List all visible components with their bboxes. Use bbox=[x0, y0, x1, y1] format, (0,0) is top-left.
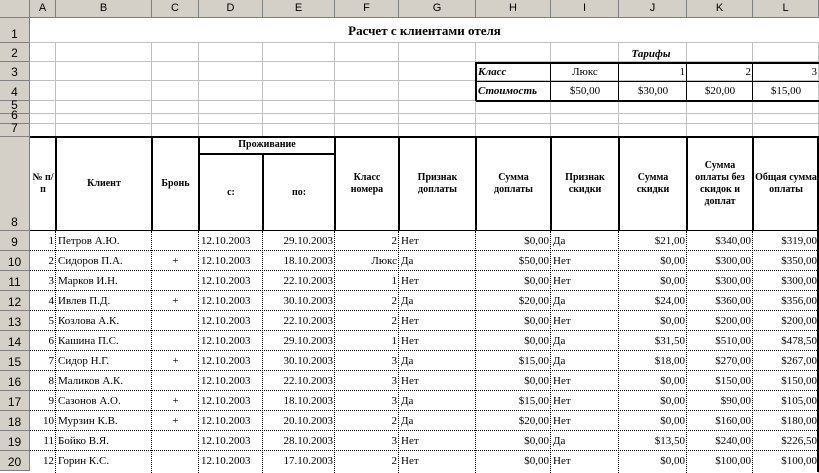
cell-ss[interactable]: $0,00 bbox=[524, 335, 549, 347]
cell-total[interactable]: $150,00 bbox=[781, 375, 817, 387]
row-header-11[interactable] bbox=[0, 271, 30, 291]
cell-from[interactable]: 12.10.2003 bbox=[201, 415, 251, 427]
row-number: 1 bbox=[11, 27, 18, 41]
cell-total[interactable]: $100,00 bbox=[781, 455, 817, 467]
cell-total[interactable]: $478,50 bbox=[781, 335, 817, 347]
cell-name[interactable]: Марков И.Н. bbox=[58, 275, 118, 287]
cell-ds[interactable]: $0,00 bbox=[660, 455, 685, 467]
cell-ds[interactable]: $0,00 bbox=[660, 415, 685, 427]
cell-to[interactable]: 30.10.2003 bbox=[283, 295, 333, 307]
cell-ss[interactable]: $20,00 bbox=[518, 295, 549, 307]
cell-cls[interactable]: 2 bbox=[391, 315, 397, 327]
row-header-2[interactable] bbox=[0, 43, 30, 62]
column-header-k[interactable]: K bbox=[687, 0, 753, 18]
cell-name[interactable]: Сазонов А.О. bbox=[58, 395, 121, 407]
cell-from[interactable]: 12.10.2003 bbox=[201, 315, 251, 327]
cell-to[interactable]: 18.10.2003 bbox=[283, 395, 333, 407]
cell-ss[interactable]: $0,00 bbox=[524, 275, 549, 287]
cell-sf[interactable]: Нет bbox=[401, 235, 419, 247]
row-header-19[interactable] bbox=[0, 431, 30, 451]
header-discount-sum[interactable]: Сумма скидки bbox=[636, 172, 670, 195]
cell-sf[interactable]: Да bbox=[401, 395, 414, 407]
cell-sf[interactable]: Нет bbox=[401, 435, 419, 447]
row-number: 11 bbox=[8, 275, 21, 289]
tariff-class-3[interactable]: 3 bbox=[811, 66, 817, 78]
cell-n[interactable]: 3 bbox=[48, 275, 54, 287]
cell-name[interactable]: Сидор Н.Г. bbox=[58, 355, 110, 367]
cell-sf[interactable]: Да bbox=[401, 255, 414, 267]
cell-df[interactable]: Да bbox=[553, 355, 566, 367]
cell-from[interactable]: 12.10.2003 bbox=[201, 335, 251, 347]
cell-name[interactable]: Козлова А.К. bbox=[58, 315, 120, 327]
column-header-e[interactable]: E bbox=[263, 0, 335, 18]
row-number: 4 bbox=[11, 85, 18, 99]
cell-from[interactable]: 12.10.2003 bbox=[201, 375, 251, 387]
cell-ss[interactable]: $50,00 bbox=[518, 255, 549, 267]
cell-n[interactable]: 2 bbox=[48, 255, 54, 267]
tariff-class-0[interactable]: Люкс bbox=[572, 66, 598, 78]
row-number: 5 bbox=[11, 98, 18, 112]
column-header-h[interactable]: H bbox=[476, 0, 551, 18]
cell-to[interactable]: 17.10.2003 bbox=[283, 455, 333, 467]
cell-n[interactable]: 11 bbox=[43, 435, 54, 447]
cell-sf[interactable]: Да bbox=[401, 355, 414, 367]
cell-book[interactable]: + bbox=[172, 355, 179, 367]
cell-from[interactable]: 12.10.2003 bbox=[201, 395, 251, 407]
header-from[interactable]: с: bbox=[227, 187, 235, 198]
cell-from[interactable]: 12.10.2003 bbox=[201, 275, 251, 287]
tariffs-title[interactable]: Тарифы bbox=[631, 48, 671, 60]
row-header-20[interactable] bbox=[0, 451, 30, 471]
cell-total[interactable]: $267,00 bbox=[781, 355, 817, 367]
row-number: 7 bbox=[11, 121, 18, 135]
cell-to[interactable]: 20.10.2003 bbox=[283, 415, 333, 427]
cell-n[interactable]: 9 bbox=[48, 395, 54, 407]
cell-book[interactable] bbox=[152, 331, 199, 351]
cell-ds[interactable]: $0,00 bbox=[660, 395, 685, 407]
cell-base[interactable]: $200,00 bbox=[715, 315, 751, 327]
cell-ds[interactable]: $0,00 bbox=[660, 375, 685, 387]
class-label[interactable]: Класс bbox=[478, 66, 507, 78]
cell-df[interactable]: Нет bbox=[553, 455, 571, 467]
cell-total[interactable]: $356,00 bbox=[781, 295, 817, 307]
column-header-i[interactable]: I bbox=[551, 0, 619, 18]
cell-base[interactable]: $100,00 bbox=[715, 455, 751, 467]
cell-n[interactable]: 4 bbox=[48, 295, 54, 307]
cell-base[interactable]: $90,00 bbox=[720, 395, 751, 407]
header-booking[interactable]: Бронь bbox=[161, 178, 190, 189]
cell-book[interactable]: + bbox=[172, 395, 179, 407]
row-number: 15 bbox=[7, 355, 22, 369]
row-number: 17 bbox=[7, 395, 22, 409]
cell-to[interactable]: 29.10.2003 bbox=[283, 335, 333, 347]
row-number: 8 bbox=[11, 215, 18, 229]
row-header-8[interactable] bbox=[0, 137, 30, 231]
header-client[interactable]: Клиент bbox=[87, 178, 121, 189]
row-header-16[interactable] bbox=[0, 371, 30, 391]
cell-book[interactable] bbox=[152, 431, 199, 451]
tariff-cost-2[interactable]: $20,00 bbox=[704, 85, 736, 97]
cell-df[interactable]: Нет bbox=[553, 315, 571, 327]
cost-label[interactable]: Стоимость bbox=[478, 85, 538, 97]
tariff-cost-0[interactable]: $50,00 bbox=[569, 85, 601, 97]
cell-base[interactable]: $270,00 bbox=[715, 355, 751, 367]
cell-df[interactable]: Да bbox=[553, 295, 566, 307]
row-number: 12 bbox=[7, 295, 22, 309]
row-header-10[interactable] bbox=[0, 251, 30, 271]
row-header-13[interactable] bbox=[0, 311, 30, 331]
cell-book[interactable]: + bbox=[172, 295, 179, 307]
cell-book[interactable] bbox=[152, 231, 199, 251]
cell-total[interactable]: $319,00 bbox=[781, 235, 817, 247]
row-number: 20 bbox=[7, 455, 22, 469]
cell-n[interactable]: 12 bbox=[43, 455, 54, 467]
column-header-d[interactable]: D bbox=[199, 0, 263, 18]
cell-from[interactable]: 12.10.2003 bbox=[201, 455, 251, 467]
cell-ds[interactable]: $31,50 bbox=[654, 335, 685, 347]
cell-book[interactable] bbox=[152, 271, 199, 291]
cell-sf[interactable]: Нет bbox=[401, 375, 419, 387]
cell-cls[interactable]: 2 bbox=[391, 235, 397, 247]
cell-total[interactable]: $350,00 bbox=[781, 255, 817, 267]
header-base-sum[interactable]: Сумма оплаты без скидок и доплат bbox=[695, 160, 745, 207]
cell-from[interactable]: 12.10.2003 bbox=[201, 235, 251, 247]
cell-base[interactable]: $360,00 bbox=[715, 295, 751, 307]
cell-base[interactable]: $240,00 bbox=[715, 435, 751, 447]
cell-from[interactable]: 12.10.2003 bbox=[201, 255, 251, 267]
row-header-3[interactable] bbox=[0, 62, 30, 81]
cell-n[interactable]: 5 bbox=[48, 315, 54, 327]
cell-df[interactable]: Нет bbox=[553, 275, 571, 287]
cell-df[interactable]: Да bbox=[553, 235, 566, 247]
row-header-1[interactable] bbox=[0, 18, 30, 43]
cell-total[interactable]: $200,00 bbox=[781, 315, 817, 327]
cell-df[interactable]: Нет bbox=[553, 415, 571, 427]
cell-n[interactable]: 1 bbox=[48, 235, 54, 247]
row-number: 19 bbox=[7, 435, 22, 449]
column-header-a[interactable]: A bbox=[30, 0, 56, 18]
cell-cls[interactable]: 1 bbox=[391, 275, 397, 287]
header-total[interactable]: Общая сумма оплаты bbox=[755, 172, 817, 195]
cell-name[interactable]: Сидоров П.А. bbox=[58, 255, 123, 267]
cell-ss[interactable]: $0,00 bbox=[524, 455, 549, 467]
cell-sf[interactable]: Нет bbox=[401, 275, 419, 287]
column-header-b[interactable]: B bbox=[56, 0, 152, 18]
cell-df[interactable]: Нет bbox=[553, 375, 571, 387]
row-number: 10 bbox=[7, 255, 22, 269]
cell-sf[interactable]: Нет bbox=[401, 315, 419, 327]
cell-base[interactable]: $300,00 bbox=[715, 275, 751, 287]
tariff-class-1[interactable]: 1 bbox=[679, 66, 685, 78]
cell-base[interactable]: $340,00 bbox=[715, 235, 751, 247]
cell-to[interactable]: 22.10.2003 bbox=[283, 315, 333, 327]
cell-book[interactable] bbox=[152, 311, 199, 331]
cell-ds[interactable]: $13,50 bbox=[654, 435, 685, 447]
header-surcharge-sum[interactable]: Сумма доплаты bbox=[494, 172, 533, 195]
cell-sf[interactable]: Да bbox=[401, 295, 414, 307]
cell-name[interactable]: Ивлев П.Д. bbox=[58, 295, 111, 307]
cell-book[interactable] bbox=[152, 371, 199, 391]
cell-book[interactable]: + bbox=[172, 255, 179, 267]
cell-cls[interactable]: 3 bbox=[391, 395, 397, 407]
cell-df[interactable]: Нет bbox=[553, 255, 571, 267]
cell-cls[interactable]: 2 bbox=[391, 455, 397, 467]
cell-to[interactable]: 22.10.2003 bbox=[283, 375, 333, 387]
row-header-17[interactable] bbox=[0, 391, 30, 411]
cell-ss[interactable]: $0,00 bbox=[524, 315, 549, 327]
cell-total[interactable]: $300,00 bbox=[781, 275, 817, 287]
cell-from[interactable]: 12.10.2003 bbox=[201, 295, 251, 307]
row-number: 6 bbox=[11, 108, 18, 122]
cell-name[interactable]: Мурзин К.В. bbox=[58, 415, 118, 427]
row-number: 3 bbox=[11, 65, 18, 79]
select-all-corner[interactable] bbox=[0, 0, 30, 18]
cell-total[interactable]: $105,00 bbox=[781, 395, 817, 407]
column-header-l[interactable]: L bbox=[753, 0, 819, 18]
row-header-7[interactable] bbox=[0, 121, 30, 137]
cell-sf[interactable]: Нет bbox=[401, 455, 419, 467]
row-number: 16 bbox=[7, 375, 22, 389]
column-header-j[interactable]: J bbox=[619, 0, 687, 18]
row-header-18[interactable] bbox=[0, 411, 30, 431]
cell-to[interactable]: 30.10.2003 bbox=[283, 355, 333, 367]
row-number: 18 bbox=[7, 415, 22, 429]
cell-book[interactable]: + bbox=[172, 415, 179, 427]
header-to[interactable]: по: bbox=[291, 187, 307, 198]
cell-to[interactable]: 22.10.2003 bbox=[283, 275, 333, 287]
column-header-g[interactable]: G bbox=[399, 0, 476, 18]
cell-cls[interactable]: 3 bbox=[391, 355, 397, 367]
cell-df[interactable]: Да bbox=[553, 435, 566, 447]
cell-base[interactable]: $510,00 bbox=[715, 335, 751, 347]
tariff-cost-3[interactable]: $15,00 bbox=[770, 85, 802, 97]
cell-ds[interactable]: $21,00 bbox=[654, 235, 685, 247]
header-num[interactable]: № п/п bbox=[32, 172, 54, 195]
cell-name[interactable]: Кашина П.С. bbox=[58, 335, 119, 347]
cell-n[interactable]: 6 bbox=[48, 335, 54, 347]
cell-cls[interactable]: Люкс bbox=[371, 255, 397, 267]
cell-name[interactable]: Горин К.С. bbox=[58, 455, 110, 467]
row-number: 9 bbox=[11, 235, 18, 249]
row-number: 2 bbox=[11, 46, 18, 60]
cell-base[interactable]: $160,00 bbox=[715, 415, 751, 427]
cell-name[interactable]: Бойко В.Я. bbox=[58, 435, 109, 447]
cell-base[interactable]: $150,00 bbox=[715, 375, 751, 387]
cell-cls[interactable]: 2 bbox=[391, 295, 397, 307]
row-header-15[interactable] bbox=[0, 351, 30, 371]
cell-n[interactable]: 7 bbox=[48, 355, 54, 367]
cell-ds[interactable]: $0,00 bbox=[660, 255, 685, 267]
cell-ds[interactable]: $0,00 bbox=[660, 315, 685, 327]
row-header-12[interactable] bbox=[0, 291, 30, 311]
cell-from[interactable]: 12.10.2003 bbox=[201, 435, 251, 447]
cell-sf[interactable]: Нет bbox=[401, 335, 419, 347]
cell-to[interactable]: 18.10.2003 bbox=[283, 255, 333, 267]
cell-ds[interactable]: $18,00 bbox=[654, 355, 685, 367]
row-number: 14 bbox=[7, 335, 22, 349]
cell-to[interactable]: 28.10.2003 bbox=[283, 435, 333, 447]
cell-cls[interactable]: 3 bbox=[391, 435, 397, 447]
tariff-class-2[interactable]: 2 bbox=[745, 66, 751, 78]
row-header-9[interactable] bbox=[0, 231, 30, 251]
cell-n[interactable]: 8 bbox=[48, 375, 54, 387]
column-header-c[interactable]: C bbox=[152, 0, 199, 18]
cell-name[interactable]: Петров А.Ю. bbox=[58, 235, 120, 247]
row-header-14[interactable] bbox=[0, 331, 30, 351]
tariff-cost-1[interactable]: $30,00 bbox=[637, 85, 669, 97]
cell-df[interactable]: Да bbox=[553, 335, 566, 347]
cell-cls[interactable]: 3 bbox=[391, 375, 397, 387]
cell-ss[interactable]: $15,00 bbox=[518, 395, 549, 407]
cell-ss[interactable]: $15,00 bbox=[518, 355, 549, 367]
cell-book[interactable] bbox=[152, 451, 199, 471]
cell-ss[interactable]: $0,00 bbox=[524, 235, 549, 247]
sheet-title[interactable]: Расчет с клиентами отеля bbox=[348, 23, 501, 38]
cell-ds[interactable]: $0,00 bbox=[660, 275, 685, 287]
cell-sf[interactable]: Да bbox=[401, 415, 414, 427]
cell-n[interactable]: 10 bbox=[43, 415, 54, 427]
cell-df[interactable]: Нет bbox=[553, 395, 571, 407]
cell-ds[interactable]: $24,00 bbox=[654, 295, 685, 307]
cell-to[interactable]: 29.10.2003 bbox=[283, 235, 333, 247]
column-header-f[interactable]: F bbox=[335, 0, 399, 18]
header-surcharge-flag[interactable]: Признак доплаты bbox=[417, 172, 458, 195]
header-room-class[interactable]: Класс номера bbox=[350, 172, 384, 195]
cell-cls[interactable]: 2 bbox=[391, 415, 397, 427]
header-stay[interactable]: Проживание bbox=[238, 139, 296, 150]
cell-ss[interactable]: $20,00 bbox=[518, 415, 549, 427]
row-number: 13 bbox=[7, 315, 22, 329]
cell-total[interactable]: $180,00 bbox=[781, 415, 817, 427]
cell-base[interactable]: $300,00 bbox=[715, 255, 751, 267]
cell-from[interactable]: 12.10.2003 bbox=[201, 355, 251, 367]
cell-total[interactable]: $226,50 bbox=[781, 435, 817, 447]
header-discount-flag[interactable]: Признак скидки bbox=[565, 172, 605, 195]
cell-cls[interactable]: 1 bbox=[391, 335, 397, 347]
cell-name[interactable]: Маликов А.К. bbox=[58, 375, 124, 387]
cell-ss[interactable]: $0,00 bbox=[524, 435, 549, 447]
cell-ss[interactable]: $0,00 bbox=[524, 375, 549, 387]
